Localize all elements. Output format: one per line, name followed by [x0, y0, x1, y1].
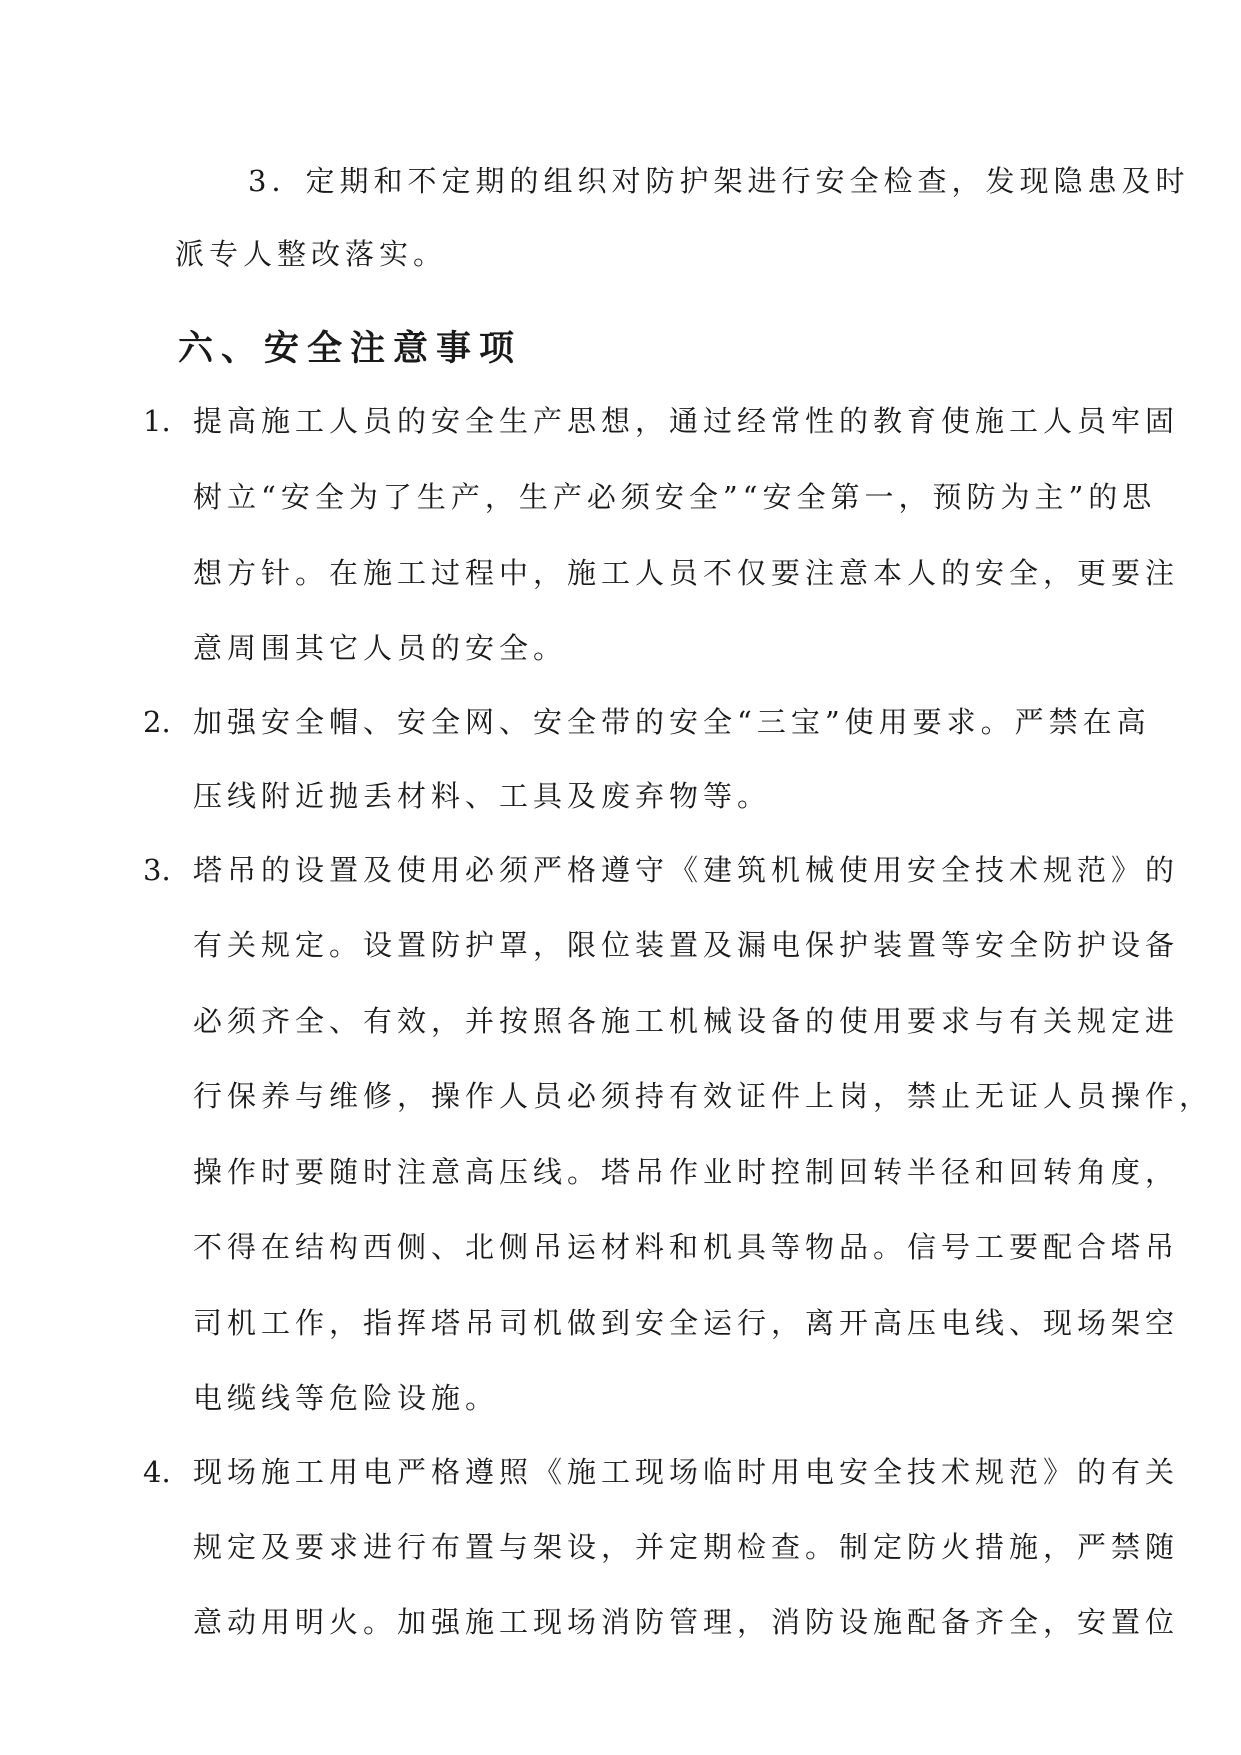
- list-item-line: 加强安全帽、安全网、安全带的安全“三宝”使用要求。严禁在高: [193, 705, 1151, 739]
- list-item-number: 4.: [143, 1455, 171, 1489]
- list-item-line: 操作时要随时注意高压线。塔吊作业时控制回转半径和回转角度，: [193, 1155, 1180, 1189]
- list-item-line: 有关规定。设置防护罩，限位装置及漏电保护装置等安全防护设备: [193, 928, 1180, 962]
- list-item-number: 3.: [143, 853, 171, 887]
- list-item-line: 必须齐全、有效，并按照各施工机械设备的使用要求与有关规定进: [193, 1004, 1180, 1038]
- list-item-line: 电缆线等危险设施。: [193, 1381, 500, 1415]
- paragraph-line: 派专人整改落实。: [175, 237, 448, 271]
- list-item-line: 现场施工用电严格遵照《施工现场临时用电安全技术规范》的有关: [193, 1455, 1180, 1489]
- list-item-line: 意周围其它人员的安全。: [193, 631, 568, 665]
- list-item-line: 司机工作，指挥塔吊司机做到安全运行，离开高压电线、现场架空: [193, 1306, 1180, 1340]
- section-heading: 六、安全注意事项: [178, 328, 523, 369]
- list-item-line: 想方针。在施工过程中，施工人员不仅要注意本人的安全，更要注: [193, 556, 1180, 590]
- list-item-number: 1.: [143, 404, 171, 438]
- paragraph-line: 3．定期和不定期的组织对防护架进行安全检查，发现隐患及时: [248, 164, 1190, 198]
- list-item-line: 压线附近抛丢材料、工具及废弃物等。: [193, 779, 772, 813]
- list-item-line: 意动用明火。加强施工现场消防管理，消防设施配备齐全，安置位: [193, 1605, 1180, 1639]
- list-item-line: 提高施工人员的安全生产思想，通过经常性的教育使施工人员牢固: [193, 404, 1180, 438]
- list-item-number: 2.: [143, 705, 171, 739]
- list-item-line: 不得在结构西侧、北侧吊运材料和机具等物品。信号工要配合塔吊: [193, 1230, 1180, 1264]
- list-item-line: 树立“安全为了生产，生产必须安全”“安全第一，预防为主”的思: [193, 480, 1157, 514]
- list-item-line: 塔吊的设置及使用必须严格遵守《建筑机械使用安全技术规范》的: [193, 853, 1180, 887]
- list-item-line: 行保养与维修，操作人员必须持有效证件上岗，禁止无证人员操作，: [193, 1079, 1214, 1113]
- list-item-line: 规定及要求进行布置与架设，并定期检查。制定防火措施，严禁随: [193, 1530, 1180, 1564]
